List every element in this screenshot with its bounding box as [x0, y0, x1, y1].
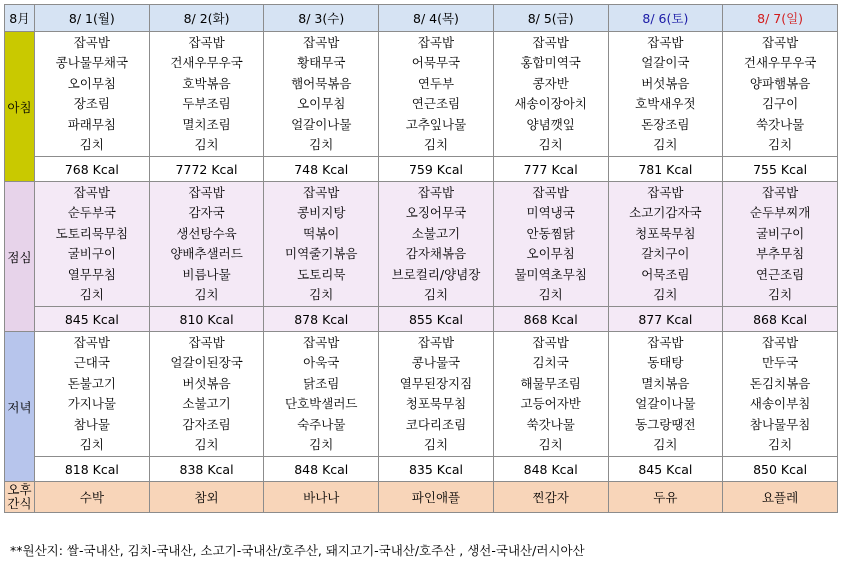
lunch-kcal-row: [5, 307, 838, 332]
date-header: 8/ 5(금): [493, 5, 608, 32]
dinner-kcal-row: [5, 457, 838, 482]
menu-item: 잡곡밥: [303, 334, 340, 350]
menu-item: 김치: [194, 137, 219, 152]
lunch-items-row: [5, 182, 838, 307]
menu-item: 잡곡밥: [647, 184, 684, 200]
menu-item: 잡곡밥: [417, 334, 455, 350]
menu-item: 김치: [423, 287, 449, 302]
breakfast-items-row: [5, 32, 838, 157]
dinner-menu-cell: [493, 332, 608, 457]
dinner-items-row: [5, 332, 838, 457]
breakfast-kcal: 755 Kcal: [723, 157, 838, 182]
menu-item: 김치: [79, 287, 104, 302]
dinner-menu-cell: [149, 332, 264, 457]
menu-item: 잡곡밥: [761, 184, 799, 200]
menu-item: 잡곡밥: [303, 34, 340, 50]
menu-item: 참나물: [73, 416, 110, 432]
menu-item: 굴비구이: [67, 246, 116, 261]
menu-item: 동그랑땡전: [635, 416, 696, 432]
menu-item: 김치: [309, 287, 334, 302]
menu-item: 건새우무우국: [743, 55, 817, 70]
breakfast-label: 아침: [5, 32, 35, 182]
lunch-kcal: 855 Kcal: [379, 307, 494, 332]
menu-item: 김치: [768, 287, 793, 302]
snack-item: 참외: [149, 482, 264, 513]
menu-item: 순두부국: [67, 205, 116, 220]
menu-item: 감자채볶음: [405, 246, 467, 261]
menu-item: 잡곡밥: [761, 34, 799, 50]
date-header-row: [5, 5, 838, 32]
menu-item: 오이무침: [297, 96, 346, 111]
menu-item: 어묵조림: [641, 266, 690, 282]
menu-item: 연근조림: [755, 266, 805, 282]
menu-item: 김치: [768, 137, 793, 152]
menu-item: 쑥갓나물: [526, 416, 575, 432]
dinner-kcal: 835 Kcal: [379, 457, 494, 482]
menu-item: 청포묵무침: [635, 225, 696, 241]
lunch-kcal: 845 Kcal: [35, 307, 150, 332]
dinner-label: 저녁: [5, 332, 35, 482]
menu-item: 김치: [79, 137, 104, 152]
breakfast-menu-cell: [493, 32, 608, 157]
menu-item: 잡곡밥: [532, 34, 569, 50]
weekly-meal-table: [4, 4, 838, 513]
menu-item: 잡곡밥: [188, 184, 225, 200]
menu-item: 김치: [194, 437, 219, 452]
menu-item: 김치: [653, 287, 678, 302]
menu-item: 고등어자반: [520, 396, 581, 411]
dinner-menu-cell: [608, 332, 723, 457]
month-label: 8月: [5, 5, 35, 32]
breakfast-kcal: 777 Kcal: [493, 157, 608, 182]
date-header: 8/ 3(수): [264, 5, 379, 32]
menu-item: 떡볶이: [303, 225, 340, 241]
breakfast-menu-cell: [379, 32, 494, 157]
menu-item: 콩나물국: [411, 355, 461, 370]
menu-item: 미역냉국: [526, 205, 575, 220]
dinner-kcal: 845 Kcal: [608, 457, 723, 482]
menu-item: 소불고기: [411, 225, 461, 241]
menu-item: 해물무조림: [520, 375, 581, 391]
menu-item: 굴비구이: [755, 225, 805, 241]
menu-item: 열무된장지짐: [399, 375, 473, 391]
menu-item: 얼갈이된장국: [170, 355, 243, 370]
menu-item: 고추잎나물: [405, 116, 467, 132]
menu-item: 김치: [423, 437, 449, 452]
dinner-kcal: 848 Kcal: [493, 457, 608, 482]
menu-item: 연두부: [417, 75, 455, 91]
date-header: 8/ 4(목): [379, 5, 494, 32]
menu-item: 햄어묵볶음: [291, 75, 352, 91]
menu-item: 얼갈이나물: [635, 396, 696, 411]
menu-item: 김치: [309, 137, 334, 152]
lunch-label: 점심: [5, 182, 35, 332]
lunch-menu-cell: [608, 182, 723, 307]
menu-item: 잡곡밥: [417, 34, 455, 50]
menu-item: 열무무침: [67, 266, 116, 282]
menu-item: 감자국: [188, 205, 225, 220]
lunch-kcal: 868 Kcal: [723, 307, 838, 332]
snack-row: [5, 482, 838, 513]
menu-item: 김치: [194, 287, 219, 302]
lunch-menu-cell: [35, 182, 150, 307]
menu-item: 장조림: [73, 96, 110, 111]
snack-item: 수박: [35, 482, 150, 513]
menu-item: 돈불고기: [67, 375, 116, 391]
menu-item: 근대국: [73, 355, 110, 370]
snack-item: 파인애플: [379, 482, 494, 513]
menu-item: 미역줄기볶음: [285, 246, 358, 261]
menu-item: 물미역초무침: [514, 266, 587, 282]
menu-item: 닭조림: [303, 375, 340, 391]
lunch-menu-cell: [723, 182, 838, 307]
menu-item: 김치: [653, 137, 678, 152]
menu-item: 두부조림: [182, 96, 231, 111]
date-header: 8/ 6(토): [608, 5, 723, 32]
menu-item: 만두국: [761, 355, 799, 370]
menu-item: 어묵무국: [411, 55, 461, 70]
menu-item: 가지나물: [67, 396, 116, 411]
menu-item: 김치: [309, 437, 334, 452]
dinner-menu-cell: [723, 332, 838, 457]
snack-label-line1: 오후: [7, 482, 32, 497]
menu-item: 도토리묵: [297, 266, 346, 282]
menu-item: 버섯볶음: [641, 75, 690, 91]
menu-item: 잡곡밥: [188, 334, 225, 350]
menu-item: 김치: [79, 437, 104, 452]
menu-item: 김치: [423, 137, 449, 152]
menu-item: 김구이: [761, 96, 799, 111]
lunch-menu-cell: [149, 182, 264, 307]
menu-item: 양파햄볶음: [749, 75, 811, 91]
menu-item: 홍합미역국: [520, 55, 581, 70]
menu-item: 잡곡밥: [73, 334, 110, 350]
menu-item: 갈치구이: [641, 246, 690, 261]
menu-item: 멸치조림: [182, 116, 231, 132]
menu-item: 잡곡밥: [532, 334, 569, 350]
menu-item: 오이무침: [67, 75, 116, 91]
lunch-menu-cell: [379, 182, 494, 307]
breakfast-kcal-row: [5, 157, 838, 182]
menu-item: 콩자반: [532, 75, 569, 91]
menu-item: 소불고기: [182, 396, 231, 411]
menu-item: 잡곡밥: [417, 184, 455, 200]
breakfast-menu-cell: [149, 32, 264, 157]
menu-item: 새송이장아치: [514, 96, 587, 111]
menu-item: 잡곡밥: [647, 334, 684, 350]
menu-item: 새송이부침: [749, 396, 811, 411]
breakfast-menu-cell: [723, 32, 838, 157]
menu-item: 양배추샐러드: [170, 246, 243, 261]
menu-item: 잡곡밥: [303, 184, 340, 200]
menu-item: 돈김치볶음: [749, 375, 811, 391]
menu-item: 감자조림: [182, 416, 231, 432]
menu-item: 김치: [653, 437, 678, 452]
menu-item: 순두부찌개: [749, 205, 811, 220]
snack-label-line2: 간식: [7, 496, 32, 511]
menu-item: 잡곡밥: [73, 34, 110, 50]
menu-item: 참나물무침: [749, 416, 811, 432]
menu-item: 건새우무우국: [170, 55, 243, 70]
menu-item: 오징어무국: [405, 205, 467, 220]
menu-item: 황태무국: [297, 55, 346, 70]
dinner-menu-cell: [379, 332, 494, 457]
menu-item: 숙주나물: [297, 416, 346, 432]
menu-item: 김치: [538, 287, 563, 302]
menu-item: 잡곡밥: [761, 334, 799, 350]
menu-item: 생선탕수육: [176, 225, 237, 241]
dinner-kcal: 838 Kcal: [149, 457, 264, 482]
breakfast-kcal: 759 Kcal: [379, 157, 494, 182]
menu-item: 아욱국: [303, 355, 340, 370]
snack-item: 두유: [608, 482, 723, 513]
snack-item: 찐감자: [493, 482, 608, 513]
breakfast-kcal: 781 Kcal: [608, 157, 723, 182]
menu-item: 콩비지탕: [297, 205, 346, 220]
date-header: 8/ 2(화): [149, 5, 264, 32]
breakfast-kcal: 7772 Kcal: [149, 157, 264, 182]
dinner-menu-cell: [35, 332, 150, 457]
menu-item: 양념깻잎: [526, 116, 575, 132]
snack-item: 요플레: [723, 482, 838, 513]
menu-item: 김치: [768, 437, 793, 452]
dinner-kcal: 850 Kcal: [723, 457, 838, 482]
lunch-menu-cell: [264, 182, 379, 307]
menu-item: 비름나물: [182, 266, 231, 282]
breakfast-menu-cell: [608, 32, 723, 157]
menu-item: 김치: [538, 437, 563, 452]
menu-item: 단호박샐러드: [285, 396, 358, 411]
menu-item: 얼갈이나물: [291, 116, 352, 132]
menu-item: 김치국: [532, 355, 569, 370]
lunch-kcal: 877 Kcal: [608, 307, 723, 332]
menu-item: 잡곡밥: [188, 34, 225, 50]
menu-item: 쑥갓나물: [755, 116, 805, 132]
breakfast-kcal: 748 Kcal: [264, 157, 379, 182]
snack-item: 바나나: [264, 482, 379, 513]
lunch-menu-cell: [493, 182, 608, 307]
menu-item: 잡곡밥: [73, 184, 110, 200]
dinner-menu-cell: [264, 332, 379, 457]
menu-item: 오이무침: [526, 246, 575, 261]
menu-item: 청포묵무침: [405, 396, 467, 411]
origin-footnote: **원산지: 쌀-국내산, 김치-국내산, 소고기-국내산/호주산, 돼지고기-국내산/호주산 , 생선-국내산/러시아산: [10, 543, 585, 558]
breakfast-kcal: 768 Kcal: [35, 157, 150, 182]
menu-item: 연근조림: [411, 96, 461, 111]
lunch-kcal: 868 Kcal: [493, 307, 608, 332]
menu-item: 파래무침: [67, 116, 116, 132]
menu-item: 김치: [538, 137, 563, 152]
menu-item: 브로컬리/양념장: [391, 266, 481, 282]
breakfast-menu-cell: [35, 32, 150, 157]
menu-item: 코다리조림: [405, 416, 467, 432]
snack-label: [5, 482, 35, 513]
menu-item: 안동찜닭: [526, 225, 575, 241]
menu-item: 잡곡밥: [647, 34, 684, 50]
lunch-kcal: 810 Kcal: [149, 307, 264, 332]
menu-item: 동태탕: [647, 355, 684, 370]
menu-item: 돈장조림: [641, 116, 690, 132]
breakfast-menu-cell: [264, 32, 379, 157]
menu-item: 호박새우젓: [635, 96, 696, 111]
date-header: 8/ 1(월): [35, 5, 150, 32]
dinner-kcal: 818 Kcal: [35, 457, 150, 482]
date-header: 8/ 7(일): [723, 5, 838, 32]
menu-item: 호박볶음: [182, 75, 231, 91]
menu-item: 소고기감자국: [629, 205, 702, 220]
menu-item: 부추무침: [755, 246, 805, 261]
menu-item: 멸치볶음: [641, 375, 690, 391]
menu-item: 얼갈이국: [641, 55, 690, 70]
menu-item: 버섯볶음: [182, 375, 231, 391]
menu-item: 콩나물무채국: [55, 55, 129, 70]
menu-item: 도토리묵무침: [55, 225, 129, 241]
dinner-kcal: 848 Kcal: [264, 457, 379, 482]
lunch-kcal: 878 Kcal: [264, 307, 379, 332]
menu-item: 잡곡밥: [532, 184, 569, 200]
